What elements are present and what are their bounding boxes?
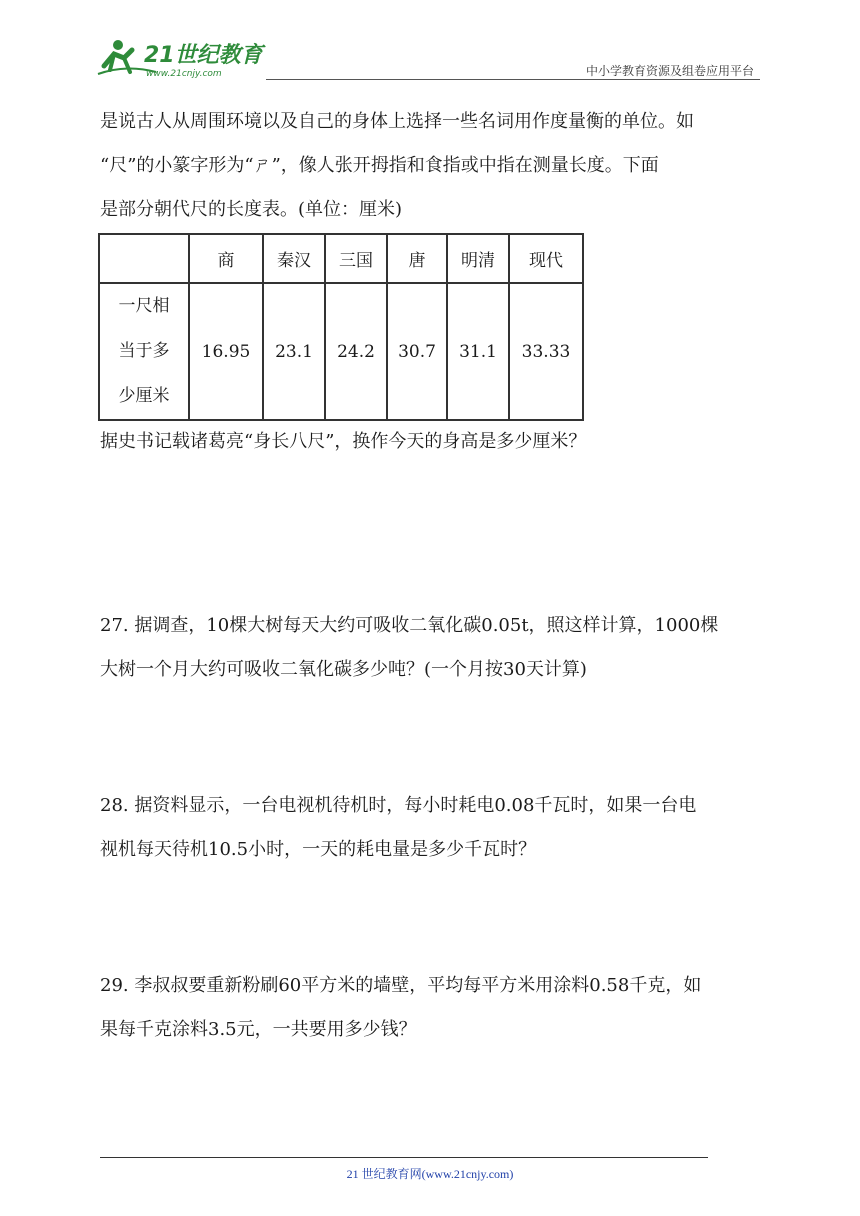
intro-line-1: 是说古人从周围环境以及自己的身体上选择一些名词用作度量衡的单位。如 <box>100 111 694 132</box>
question-28 <box>100 784 764 872</box>
value-sanguo: 24.2 <box>325 283 387 420</box>
header-qinhan: 秦汉 <box>263 234 325 283</box>
intro-line-2: “尺”的小篆字形为“ㄕ”，像人张开拇指和食指或中指在测量长度。下面 <box>100 155 659 176</box>
question-26-text: 据史书记载诸葛亮“身长八尺”，换作今天的身高是多少厘米？ <box>100 431 587 452</box>
footer-divider <box>100 1157 708 1158</box>
question-29-line-1: 29. 李叔叔要重新粉刷60平方米的墙壁，平均每平方米用涂料0.58千克，如 <box>100 975 702 996</box>
question-28-line-1: 28. 据资料显示，一台电视机待机时，每小时耗电0.08千瓦时，如果一台电 <box>100 795 697 816</box>
table-header-row <box>99 234 583 283</box>
site-logo <box>96 36 296 78</box>
question-26-prompt <box>100 420 764 464</box>
header-sanguo: 三国 <box>325 234 387 283</box>
intro-line-3: 是部分朝代尺的长度表。(单位：厘米) <box>100 199 403 220</box>
value-mingqing: 31.1 <box>447 283 509 420</box>
table-row <box>99 283 583 420</box>
row-label-line-1: 一尺相 <box>118 296 170 316</box>
intro-paragraph <box>100 100 760 232</box>
question-29-line-2: 果每千克涂料3.5元，一共要用多少钱？ <box>100 1019 417 1040</box>
value-tang: 30.7 <box>387 283 447 420</box>
logo-url-text: www.21cnjy.com <box>146 69 222 78</box>
question-27 <box>100 604 764 692</box>
question-29 <box>100 964 764 1052</box>
header-shang: 商 <box>189 234 263 283</box>
question-28-line-2: 视机每天待机10.5小时，一天的耗电量是多少千瓦时？ <box>100 839 537 860</box>
question-27-line-2: 大树一个月大约可吸收二氧化碳多少吨？(一个月按30天计算) <box>100 659 587 680</box>
row-label-line-2: 当于多 <box>118 341 170 361</box>
header-mingqing: 明清 <box>447 234 509 283</box>
header-divider <box>266 79 760 80</box>
row-label-cell <box>99 283 189 420</box>
page-header <box>96 30 760 78</box>
header-tang: 唐 <box>387 234 447 283</box>
runner-logo-icon <box>96 36 296 78</box>
value-qinhan: 23.1 <box>263 283 325 420</box>
footer-site-link[interactable]: 21 世纪教育网(www.21cnjy.com) <box>346 1167 514 1181</box>
value-xiandai: 33.33 <box>509 283 583 420</box>
logo-brand-text: 21世纪教育 <box>144 43 263 68</box>
question-27-line-1: 27. 据调查，10棵大树每天大约可吸收二氧化碳0.05t，照这样计算，1000棵 <box>100 615 719 636</box>
platform-tagline: 中小学教育资源及组卷应用平台 <box>585 64 754 78</box>
dynasty-length-table <box>98 233 584 421</box>
header-xiandai: 现代 <box>509 234 583 283</box>
value-shang: 16.95 <box>189 283 263 420</box>
row-label-line-3: 少厘米 <box>118 386 170 406</box>
table-corner-cell <box>99 234 189 283</box>
